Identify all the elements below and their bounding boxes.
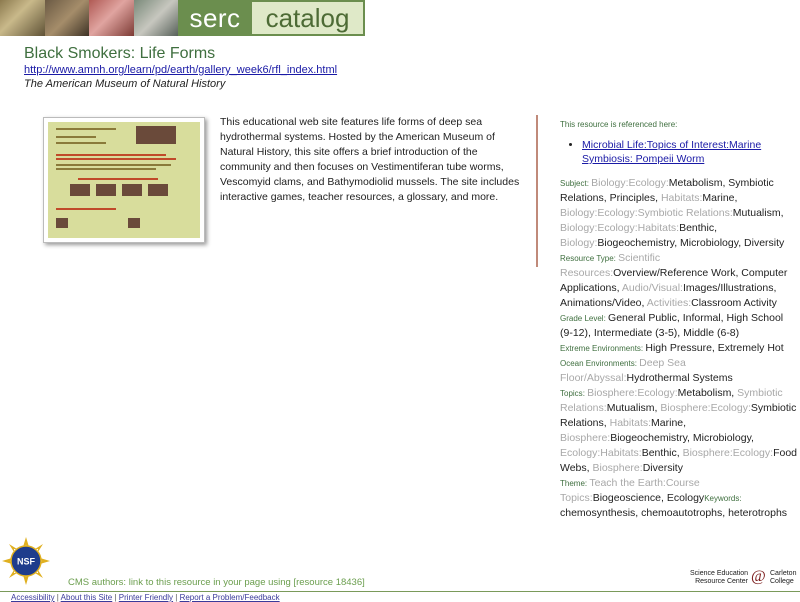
thumb-photo xyxy=(56,218,68,228)
category-values: Biogeochemistry, Microbiology, xyxy=(610,432,754,444)
nsf-logo-icon[interactable] xyxy=(2,537,50,585)
thumb-red-line xyxy=(78,178,158,180)
thumb-line xyxy=(56,168,156,170)
metadata-topics xyxy=(560,386,798,476)
vertical-divider xyxy=(536,115,538,267)
footer-links xyxy=(11,593,280,602)
carleton-logo[interactable] xyxy=(690,570,798,588)
category-path: Biology: xyxy=(560,237,598,249)
category-values: Marine, xyxy=(702,192,738,204)
thumb-red-line xyxy=(56,154,166,156)
separator: | xyxy=(173,593,180,602)
thumb-red-line xyxy=(56,158,176,160)
category-values: Benthic, xyxy=(679,222,718,234)
theme-label: Theme xyxy=(560,479,585,488)
colon: : xyxy=(634,359,640,368)
banner-photo-2 xyxy=(45,0,90,36)
colon: : xyxy=(613,254,619,263)
category-values: Images/Illustrations, Animations/Video, xyxy=(560,282,777,309)
thumb-photo xyxy=(148,184,168,196)
resource-organization: The American Museum of Natural History xyxy=(24,78,226,90)
category-values: Symbiotic Relations, xyxy=(560,402,797,429)
thumbnail-image xyxy=(48,122,200,238)
metadata-grade-level xyxy=(560,311,798,341)
metadata-panel xyxy=(560,117,798,521)
keywords-label: Keywords xyxy=(704,494,740,503)
grade-level-label: Grade Level xyxy=(560,314,604,323)
cms-author-note: CMS authors: link to this resource in your page using [resource 18436] xyxy=(68,577,365,588)
category-values: Mutualism, xyxy=(732,207,784,219)
ocean-environments-label: Ocean Environments xyxy=(560,359,635,368)
colon: : xyxy=(586,179,592,188)
thumb-red-line xyxy=(56,208,116,210)
banner-photos xyxy=(0,0,178,36)
category-values: Benthic, xyxy=(641,447,683,459)
category-path: Deep Sea Floor/Abyssal: xyxy=(560,357,686,384)
banner-photo-1 xyxy=(0,0,45,36)
metadata-ocean-environments xyxy=(560,356,798,386)
category-path: Habitats: xyxy=(609,417,652,429)
category-values: High Pressure, Extremely Hot xyxy=(645,342,784,354)
topics-label: Topics xyxy=(560,389,583,398)
thumb-photo xyxy=(122,184,142,196)
category-values: Mutualism, xyxy=(606,402,661,414)
category-path: Audio/Visual: xyxy=(621,282,683,294)
thumb-line xyxy=(56,142,106,144)
category-path: Biology:Ecology:Habitats: xyxy=(560,222,680,234)
category-path: Ecology:Habitats: xyxy=(560,447,642,459)
category-path: Habitats: xyxy=(660,192,703,204)
list-item xyxy=(582,138,798,166)
resource-url-link[interactable]: http://www.amnh.org/learn/pd/earth/gallery_week6/rfl_index.html xyxy=(24,64,338,76)
resource-thumbnail[interactable] xyxy=(43,117,205,243)
category-path: Teach the Earth:Course Topics: xyxy=(560,477,700,504)
category-path: Biosphere:Ecology: xyxy=(587,387,678,399)
metadata-subject xyxy=(560,176,798,251)
extreme-environments-label: Extreme Environments xyxy=(560,344,641,353)
category-path: Symbiotic Relations: xyxy=(560,387,783,414)
footer-link-about[interactable]: About this Site xyxy=(60,593,113,602)
carleton-name: Carleton College xyxy=(770,570,797,585)
category-values: General Public, Informal, High School (9-12), Intermediate (3-5), Middle (6-8) xyxy=(560,312,784,339)
separator: | xyxy=(54,593,61,602)
category-values: Metabolism, xyxy=(677,387,738,399)
category-values: Biogeoscience, Ecology xyxy=(592,492,705,504)
colon: : xyxy=(582,389,588,398)
category-path: Biology:Ecology:Symbiotic Relations: xyxy=(560,207,733,219)
thumb-line xyxy=(56,136,96,138)
thumb-photo xyxy=(70,184,90,196)
category-values: Food Webs, xyxy=(560,447,797,474)
category-values: Diversity xyxy=(642,462,683,474)
category-path: Biosphere:Ecology: xyxy=(660,402,751,414)
footer-link-report-problem[interactable]: Report a Problem/Feedback xyxy=(179,593,280,602)
at-symbol-icon: @ xyxy=(751,568,766,585)
thumb-photo xyxy=(136,126,176,144)
separator: | xyxy=(112,593,119,602)
category-values: Marine, xyxy=(651,417,687,429)
thumb-line xyxy=(56,164,171,166)
thumb-line xyxy=(56,128,116,130)
nsf-logo-text: NSF xyxy=(17,556,35,567)
footer-link-printer-friendly[interactable]: Printer Friendly xyxy=(118,593,174,602)
colon: : xyxy=(584,479,590,488)
reference-list xyxy=(560,138,798,166)
footer-link-accessibility[interactable]: Accessibility xyxy=(11,593,55,602)
category-values: Biogeochemistry, Microbiology, Diversity xyxy=(597,237,785,249)
category-path: Biosphere: xyxy=(592,462,643,474)
keyword-values: chemosynthesis, chemoautotrophs, heterotrophs xyxy=(560,507,788,519)
catalog-logo[interactable]: catalog xyxy=(252,0,365,36)
banner-photo-4 xyxy=(134,0,179,36)
referenced-label: This resource is referenced here: xyxy=(560,120,678,129)
category-path: Biology:Ecology: xyxy=(591,177,669,189)
category-path: Activities: xyxy=(646,297,692,309)
category-values: Overview/Reference Work, Computer Applications, xyxy=(560,267,788,294)
metadata-theme xyxy=(560,476,798,521)
thumb-photo xyxy=(96,184,116,196)
metadata-resource-type xyxy=(560,251,798,311)
serc-logo[interactable]: serc xyxy=(178,0,252,36)
category-values: Metabolism, Symbiotic Relations, Principles, xyxy=(560,177,774,204)
banner-photo-3 xyxy=(89,0,134,36)
colon: : xyxy=(640,344,646,353)
category-path: Biosphere: xyxy=(560,432,611,444)
metadata-extreme-environments xyxy=(560,341,798,356)
category-path: Biosphere:Ecology: xyxy=(682,447,774,459)
site-banner[interactable] xyxy=(0,0,367,36)
thumb-photo xyxy=(128,218,140,228)
reference-link[interactable]: Microbial Life:Topics of Interest:Marine Symbiosis: Pompeii Worm xyxy=(582,139,762,165)
category-values: Classroom Activity xyxy=(691,297,777,309)
colon: : xyxy=(603,314,609,323)
category-values: Hydrothermal Systems xyxy=(626,372,733,384)
category-path: Scientific Resources: xyxy=(560,252,661,279)
resource-description: This educational web site features life forms of deep sea hydrothermal systems. Hosted by the American Museum of Natural History, this site offers a brief introduction of the community and then focuses on Vestimentiferan tube worms, Vescomyid clams, and Bathymodiolid mussels. The site includes interactive games, teacher resources, a glossary, and more. xyxy=(220,116,520,203)
subject-label: Subject xyxy=(560,179,587,188)
serc-name: Science Education Resource Center xyxy=(690,570,748,585)
colon: : xyxy=(739,494,742,503)
footer-divider xyxy=(0,591,800,592)
resource-type-label: Resource Type xyxy=(560,254,614,263)
page-title: Black Smokers: Life Forms xyxy=(24,45,216,62)
